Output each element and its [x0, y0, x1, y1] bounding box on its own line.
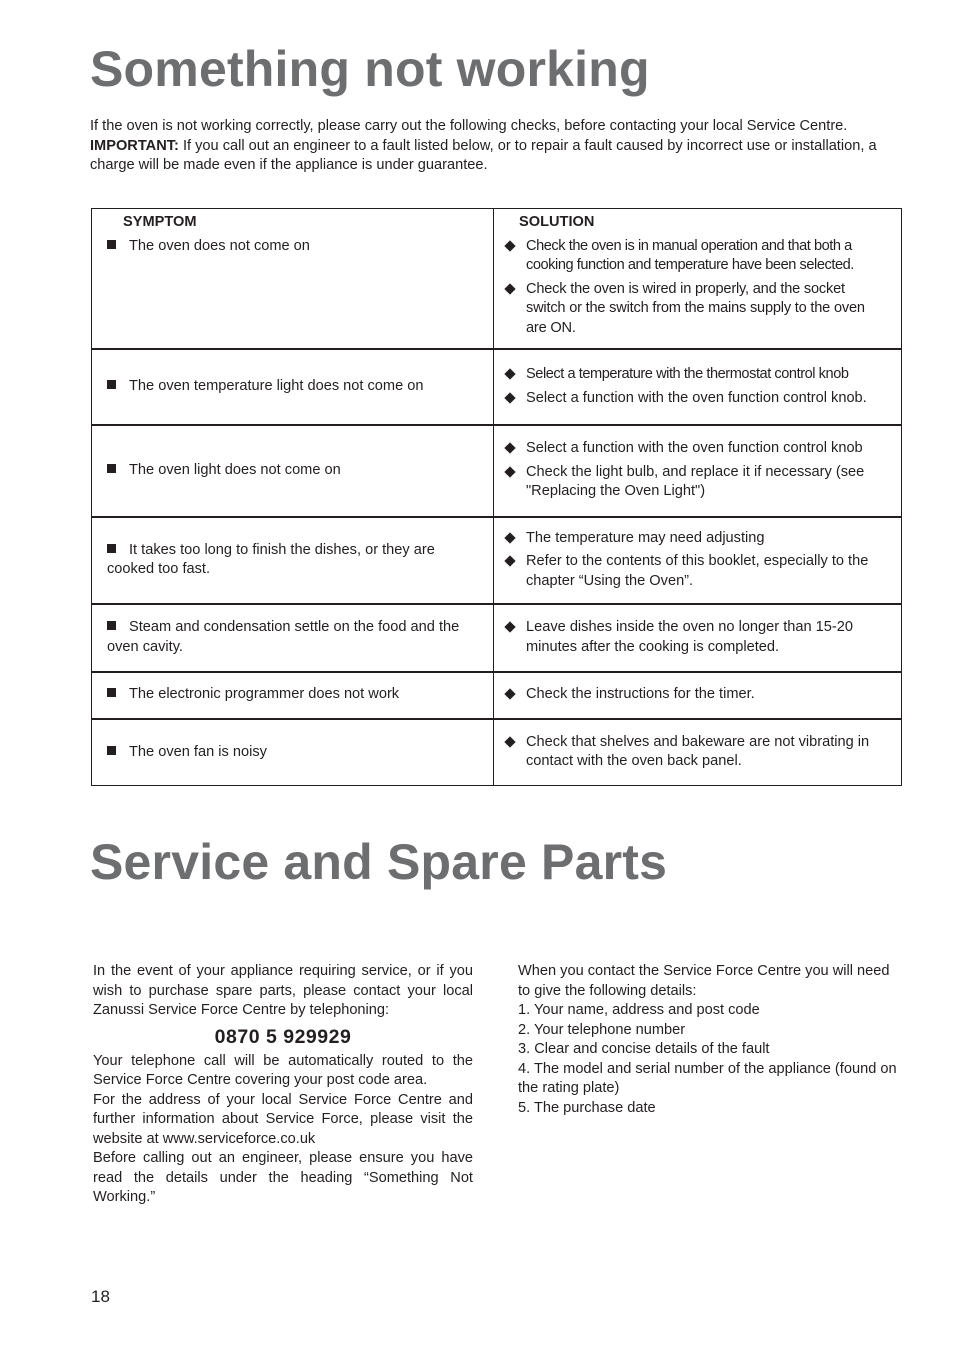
- solution-list: [494, 685, 901, 705]
- list-item: [505, 733, 887, 772]
- solution-cell: [494, 425, 902, 517]
- symptom-cell: [92, 604, 494, 672]
- square-bullet-icon: [107, 380, 116, 389]
- solution-text: Check the oven is in manual operation and that both a cooking function and temperature have been selected.: [526, 237, 854, 273]
- service-left-column: [93, 962, 473, 1208]
- list-item: [505, 552, 887, 591]
- symptom-text: Steam and condensation settle on the food and the oven cavity.: [107, 619, 460, 655]
- diamond-bullet-icon: [504, 283, 515, 294]
- list-item: [505, 280, 887, 339]
- solution-cell: [494, 719, 902, 786]
- diamond-bullet-icon: [504, 240, 515, 251]
- diamond-bullet-icon: [504, 532, 515, 543]
- solution-list: [494, 618, 901, 657]
- diamond-bullet-icon: [504, 736, 515, 747]
- list-item: [505, 685, 887, 705]
- square-bullet-icon: [107, 746, 116, 755]
- solution-cell: [494, 672, 902, 719]
- solution-list: [494, 733, 901, 772]
- service-paragraph: For the address of your local Service Force Centre and further information about Service Force, please visit the website at www.serviceforce.co.uk: [93, 1091, 473, 1147]
- symptom-text: The oven fan is noisy: [129, 743, 267, 760]
- solution-text: Select a temperature with the thermostat control knob: [526, 366, 849, 382]
- solution-header: SOLUTION: [519, 214, 595, 230]
- square-bullet-icon: [107, 688, 116, 697]
- symptom-cell: [92, 349, 494, 425]
- list-item: [505, 389, 887, 409]
- symptom-cell: [92, 719, 494, 786]
- list-item: [505, 618, 887, 657]
- table-row: [92, 672, 902, 719]
- solution-cell: [494, 349, 902, 425]
- solution-text: Select a function with the oven function control knob: [526, 440, 863, 457]
- section-title-troubleshooting: Something not working: [90, 41, 650, 97]
- details-intro: When you contact the Service Force Centre you will need to give the following details:: [518, 963, 890, 999]
- diamond-bullet-icon: [504, 689, 515, 700]
- solution-text: Leave dishes inside the oven no longer than 15-20 minutes after the cooking is completed.: [526, 619, 853, 655]
- solution-cell: [494, 517, 902, 604]
- page-number: 18: [91, 1287, 110, 1306]
- square-bullet-icon: [107, 240, 116, 249]
- symptom-header: SYMPTOM: [123, 214, 197, 230]
- square-bullet-icon: [107, 621, 116, 630]
- intro-text-2: If you call out an engineer to a fault listed below, or to repair a fault caused by incorrect use or installation, a charge will be made even if the appliance is under guarantee.: [90, 137, 877, 173]
- table-row: [92, 425, 902, 517]
- square-bullet-icon: [107, 464, 116, 473]
- section-title-service: Service and Spare Parts: [90, 834, 668, 890]
- table-row: [92, 349, 902, 425]
- solution-list: [494, 529, 901, 592]
- table-row: [92, 209, 902, 349]
- symptom-text: The oven does not come on: [129, 237, 310, 254]
- solution-text: Check the oven is wired in properly, and the socket switch or the switch from the mains supply to the oven are ON.: [526, 280, 865, 336]
- diamond-bullet-icon: [504, 392, 515, 403]
- diamond-bullet-icon: [504, 466, 515, 477]
- list-item: [505, 463, 887, 502]
- troubleshooting-intro: [90, 117, 905, 176]
- symptom-text: The oven light does not come on: [129, 461, 341, 478]
- intro-text-1: If the oven is not working correctly, please carry out the following checks, before contacting your local Service Centre.: [90, 118, 848, 134]
- service-paragraph: Your telephone call will be automatically routed to the Service Force Centre covering your post code area.: [93, 1052, 473, 1088]
- solution-list: [494, 439, 901, 502]
- service-paragraph: Before calling out an engineer, please ensure you have read the details under the heading “Something Not Working.”: [93, 1150, 473, 1205]
- service-paragraph: In the event of your appliance requiring service, or if you wish to purchase spare parts, please contact your local Zanussi Service Force Centre by telephoning:: [93, 963, 473, 1018]
- diamond-bullet-icon: [504, 368, 515, 379]
- diamond-bullet-icon: [504, 621, 515, 632]
- solution-cell: [494, 604, 902, 672]
- solution-list: [494, 365, 901, 408]
- list-item: 2. Your telephone number: [518, 1021, 686, 1038]
- symptom-cell: [92, 517, 494, 604]
- symptom-text: It takes too long to finish the dishes, or they are cooked too fast.: [107, 541, 435, 577]
- symptom-cell: [92, 209, 494, 349]
- solution-cell: [494, 209, 902, 349]
- list-item: [505, 365, 887, 385]
- symptom-cell: [92, 672, 494, 719]
- troubleshooting-table: [91, 208, 902, 786]
- details-list: [518, 1001, 903, 1118]
- important-label: IMPORTANT:: [90, 137, 179, 154]
- table-row: [92, 604, 902, 672]
- list-item: 5. The purchase date: [518, 1099, 656, 1116]
- symptom-cell: [92, 425, 494, 517]
- list-item: 4. The model and serial number of the appliance (found on the rating plate): [518, 1060, 897, 1096]
- diamond-bullet-icon: [504, 556, 515, 567]
- diamond-bullet-icon: [504, 443, 515, 454]
- solution-text: Refer to the contents of this booklet, especially to the chapter “Using the Oven”.: [526, 553, 869, 589]
- solution-text: Check that shelves and bakeware are not vibrating in contact with the oven back panel.: [526, 733, 870, 770]
- list-item: 3. Clear and concise details of the fault: [518, 1041, 770, 1057]
- symptom-text: The oven temperature light does not come on: [129, 377, 424, 394]
- solution-text: Check the light bulb, and replace it if necessary (see "Replacing the Oven Light"): [526, 463, 865, 500]
- table-row: [92, 719, 902, 786]
- list-item: [505, 439, 887, 459]
- square-bullet-icon: [107, 544, 116, 553]
- list-item: [505, 237, 887, 276]
- phone-number: 0870 5 929929: [214, 1025, 352, 1048]
- solution-list: [494, 233, 901, 339]
- symptom-text: The electronic programmer does not work: [129, 686, 400, 703]
- solution-text: The temperature may need adjusting: [526, 529, 765, 546]
- service-right-column: [518, 962, 903, 1118]
- table-row: [92, 517, 902, 604]
- solution-text: Select a function with the oven function control knob.: [526, 389, 867, 406]
- solution-text: Check the instructions for the timer.: [526, 686, 755, 703]
- list-item: [505, 529, 887, 549]
- list-item: 1. Your name, address and post code: [518, 1002, 760, 1018]
